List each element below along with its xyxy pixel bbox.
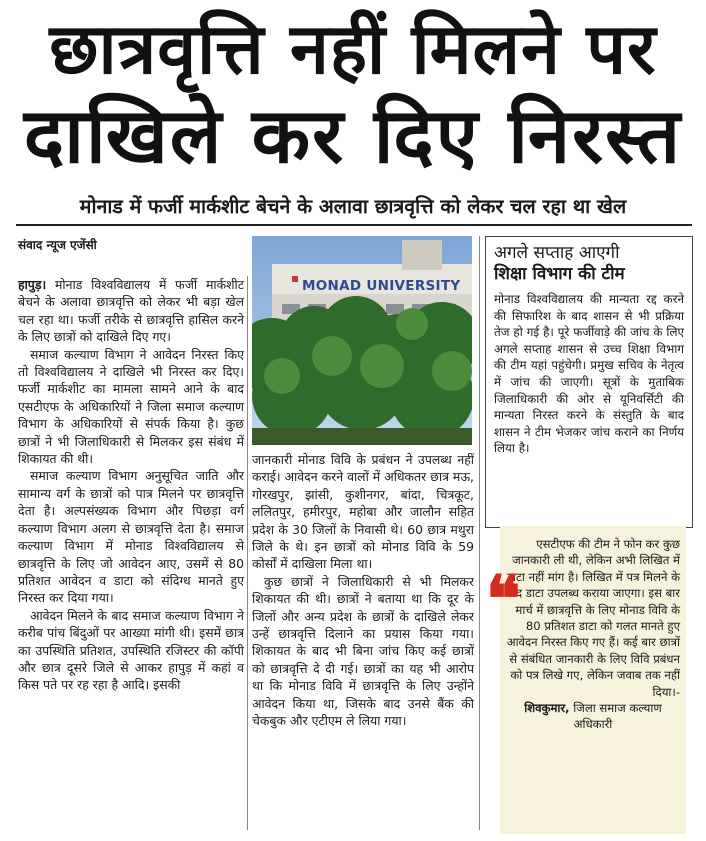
university-banner: MONAD UNIVERSITY [302,278,461,294]
university-photo [252,236,472,445]
photo-illustration [252,236,472,445]
quote-box [486,526,686,834]
article-paragraph: मोनाड विश्वविद्यालय में फर्जी मार्कशीट बेचने के अलावा छात्रवृत्ति को लेकर भी बड़ा खेल चल रहा था। फर्जी तरीके से छात्रवृत्ति हासिल करने के लिए छात्रों को दाखिले दिए गए। [18,277,244,345]
quote-dash: - [675,684,680,699]
quote-designation: जिला समाज कल्याण अधिकारी [573,701,662,732]
quote-text: एसटीएफ की टीम ने फोन कर कुछ जानकारी ली थी, लेकिन अभी लिखित में डाटा नहीं मांग है। लिखित में पत्र मिलने के बाद डाटा उपलब्ध कराया जाएगा। इस बार मार्च में छात्रवृत्ति के लिए मोनाड विवि के 80 प्रतिशत डाटा को गलत मानते हुए आवेदन निरस्त किए गए हैं। कई बार छात्रों से संबंधित जानकारी के लिए विवि प्रबंधन को पत्र लिखे गए, लेकिन जवाब तक नहीं दिया।- [506,537,680,699]
article-column-2 [252,451,474,730]
subheadline: मोनाड में फर्जी मार्कशीट बेचने के अलावा छात्रवृत्ति को लेकर चल रहा था खेल [79,195,627,218]
subheadline-rule [16,224,692,226]
article-paragraph: कुछ छात्रों ने जिलाधिकारी से भी मिलकर शिकायत की थी। छात्रों ने बताया था कि दूर के जिलों और अन्य प्रदेश के छात्रों के दाखिले लेकर उन्हें छात्रवृत्ति दिलाने का प्रयास किया गया। शिकायत के बाद भी बिना जांच किए कई छात्रों को छात्रवृत्ति दे दी गई। छात्रों का यह भी आरोप था कि मोनाड विवि में छात्रवृत्ति के लिए उन्होंने आवेदन किया था, जिसके बाद उनसे बैंक की चेकबुक और एटीएम ले लिया गया। [252,573,474,729]
column-divider [479,236,480,830]
quote-name: शिवकुमार, [524,701,570,716]
sidebar-title [494,243,684,285]
quote-mark-icon: ❝ [486,562,521,637]
article-paragraph: समाज कल्याण विभाग ने आवेदन निरस्त किए तो विश्वविद्यालय ने दाखिले भी निरस्त कर दिए। फर्जी मार्कशीट का मामला सामने आने के बाद एसटीएफ के अधिकारियों ने जिला समाज कल्याण विभाग के अधिकारियों से संपर्क किया है। कुछ छात्रों ने भी जिलाधिकारी से मिलकर इस संबंध में शिकायत की थी। [18,346,244,467]
column-divider [247,276,248,830]
article-paragraph: आवेदन मिलने के बाद समाज कल्याण विभाग ने करीब पांच बिंदुओं पर आख्या मांगी थी। इसमें छात्र का उपस्थिति प्रतिशत, उपस्थिति रजिस्टर की कॉपी और छात्र दूसरे जिले से आकर हापुड़ में कहां व किस पते पर रह रहा है आदि। इसकी [18,607,244,693]
headline-line-2: दाखिले कर दिए निरस्त [23,91,683,180]
article-paragraph: जानकारी मोनाड विवि के प्रबंधन ने उपलब्ध नहीं कराई। आवेदन करने वालों में अधिकतर छात्र मऊ, गोरखपुर, झांसी, कुशीनगर, बांदा, चित्रकूट, ललितपुर, हमीरपुर, महोबा और जालौन सहित प्रदेश के 30 जिलों के निवासी थे। 60 छात्र मथुरा जिले के थे। इन छात्रों को मोनाड विवि के 59 कोर्सों में दाखिला मिला था। [252,452,474,572]
article-paragraph: समाज कल्याण विभाग अनुसूचित जाति और सामान्य वर्ग के छात्रों को पात्र मिलने पर छात्रवृत्ति देता है। अल्पसंख्यक विभाग और पिछड़ा वर्ग कल्याण विभाग अलग से छात्रवृत्ति देता है। समाज कल्याण विभाग में मोनाड विश्वविद्यालय से छात्रवृत्ति के लिए जो आवेदन आए, उसमें से 80 प्रतिशत आवेदन व डाटा को संदिग्ध मानते हुए निरस्त कर दिया गया। [18,468,244,606]
sidebar-title-line-2: शिक्षा विभाग की टीम [494,264,625,284]
quote-attribution [506,700,680,733]
sidebar-title-line-1: अगले सप्ताह आएगी [494,243,620,263]
byline: संवाद न्यूज एजेंसी [18,238,97,252]
dateline: हापुड़। [18,277,47,292]
article-column-1 [18,276,244,694]
sidebar-box [485,236,693,528]
sidebar-body: मोनाड विश्वविद्यालय की मान्यता रद्द करने की सिफारिश के बाद शासन से भी प्रक्रिया तेज हो गई है। पूरे फर्जीवाड़े की जांच के लिए अगले सप्ताह शासन से उच्च शिक्षा विभाग की टीम यहां पहुंचेगी। प्रमुख सचिव के नेतृत्व में जांच की जाएगी। सूत्रों के मुताबिक जिलाधिकारी की ओर से यूनिवर्सिटी की मान्यता निरस्त करने के संस्तुति के बाद शासन ने टीम भेजकर जांच कराने का निर्णय लिया है। [494,292,684,456]
headline-line-1: छात्रवृत्ति नहीं मिलने पर [49,8,657,90]
